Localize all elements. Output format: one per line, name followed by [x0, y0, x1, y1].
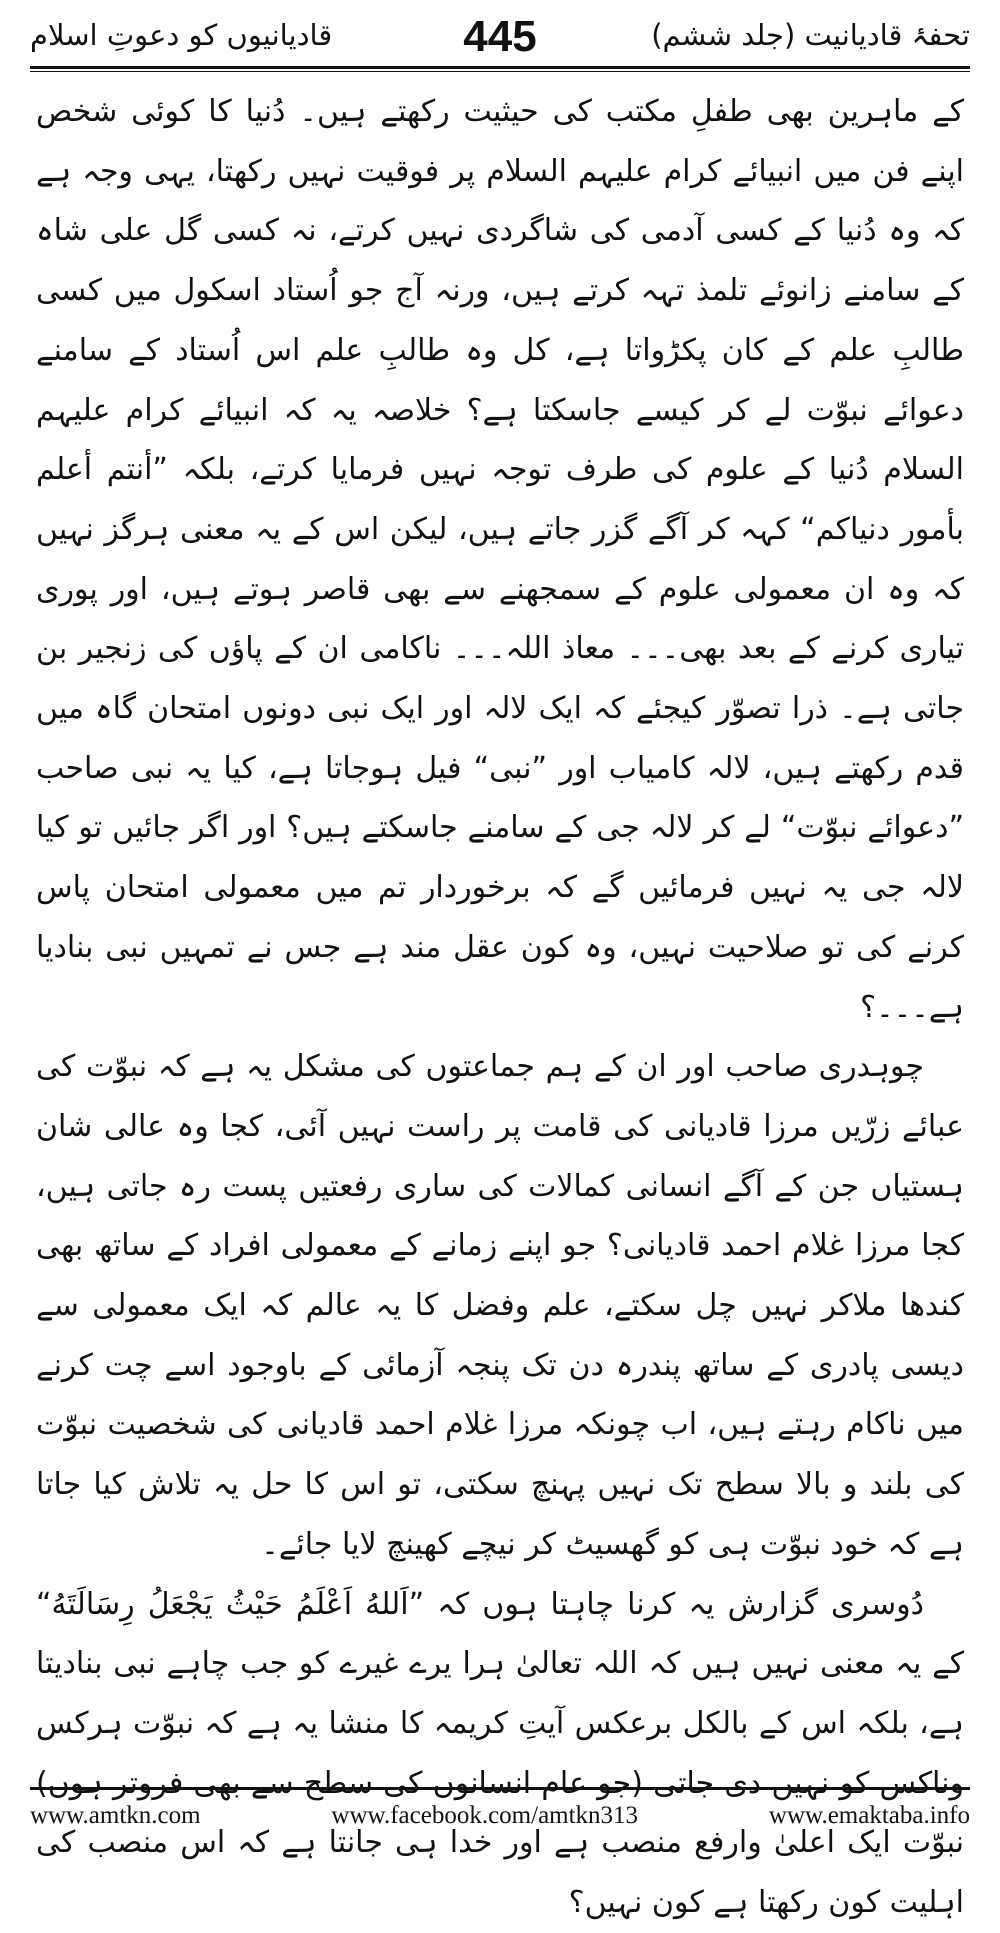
- facebook-link[interactable]: www.facebook.com/amtkn313: [331, 1802, 639, 1829]
- paragraph: کے ماہرین بھی طفلِ مکتب کی حیثیت رکھتے ہیں۔ دُنیا کا کوئی شخص اپنے فن میں انبیائے کرام علیہم السلام پر فوقیت نہیں رکھتا، یہی وجہ ہے کہ وہ دُنیا کے کسی آدمی کی شاگردی نہیں کرتے، نہ کسی گل علی شاہ کے سامنے زانوئے تلمذ تہہ کرتے ہیں، ورنہ آج جو اُستاد اسکول میں کسی طالبِ علم کے کان پکڑواتا ہے، کل وہ طالبِ علم اس اُستاد کے سامنے دعوائے نبوّت لے کر کیسے جاسکتا ہے؟ خلاصہ یہ کہ انبیائے کرام علیہم السلام دُنیا کے علوم کی طرف توجہ نہیں فرمایا کرتے، بلکہ ”أنتم أعلم بأمور دنیاکم“ کہہ کر آگے گزر جاتے ہیں، لیکن اس کے یہ معنی ہرگز نہیں کہ وہ ان معمولی علوم کے سمجھنے سے بھی قاصر ہوتے ہیں، اور پوری تیاری کرنے کے بعد بھی۔۔۔ معاذ اللہ۔۔۔ ناکامی ان کے پاؤں کی زنجیر بن جاتی ہے۔ ذرا تصوّر کیجئے کہ ایک لالہ اور ایک نبی دونوں امتحان گاہ میں قدم رکھتے ہیں، لالہ کامیاب اور ”نبی“ فیل ہوجاتا ہے، کیا یہ نبی صاحب ”دعوائے نبوّت“ لے کر لالہ جی کے سامنے جاسکتے ہیں؟ اور اگر جائیں تو کیا لالہ جی یہ نہیں فرمائیں گے کہ برخوردار تم میں معمولی امتحان پاس کرنے کی تو صلاحیت نہیں، وہ کون عقل مند ہے جس نے تمہیں نبی بنادیا ہے۔۔۔؟: [36, 94, 964, 1025]
- book-title: تحفۂ قادیانیت (جلد ششم): [651, 18, 970, 52]
- website-link-amtkn[interactable]: www.amtkn.com: [30, 1802, 201, 1829]
- website-link-emaktaba[interactable]: www.emaktaba.info: [768, 1802, 970, 1829]
- page-footer: [30, 1796, 970, 1836]
- footer-rule: [30, 1787, 970, 1790]
- paragraph: چوہدری صاحب اور ان کے ہم جماعتوں کی مشکل یہ ہے کہ نبوّت کی عبائے زرّیں مرزا قادیانی کی قامت پر راست نہیں آئی، کجا وہ عالی شان ہستیاں جن کے آگے انسانی کمالات کی ساری رفعتیں پست رہ جاتی ہیں، کجا مرزا غلام احمد قادیانی؟ جو اپنے زمانے کے معمولی افراد کے ساتھ بھی کندھا ملاکر نہیں چل سکتے، علم وفضل کا یہ عالم کہ ایک معمولی سے دیسی پادری کے ساتھ پندرہ دن تک پنجہ آزمائی کے باوجود اسے چت کرنے میں ناکام رہتے ہیں، اب چونکہ مرزا غلام احمد قادیانی کی شخصیت نبوّت کی بلند و بالا سطح تک نہیں پہنچ سکتی، تو اس کا حل یہ تلاش کیا جاتا ہے کہ خود نبوّت ہی کو گھسیٹ کر نیچے کھینچ لایا جائے۔: [36, 1049, 964, 1562]
- page-number: 445: [463, 12, 537, 61]
- page-header: [30, 12, 970, 61]
- header-rule-thin: [30, 71, 970, 72]
- chapter-title: قادیانیوں کو دعوتِ اسلام: [30, 18, 333, 52]
- paragraph: دُوسری گزارش یہ کرنا چاہتا ہوں کہ ”اَللهُ اَعْلَمُ حَيْثُ يَجْعَلُ رِسَالَتَهُ“ کے یہ معنی نہیں ہیں کہ اللہ تعالیٰ ہرا یرے غیرے کو جب چاہے نبی بنادیتا ہے، بلکہ اس کے بالکل برعکس آیتِ کریمہ کا منشا یہ ہے کہ نبوّت ہرکس وناکس کو نہیں دی جاتی (جو عام انسانوں کی سطح سے بھی فروتر ہوں) نبوّت ایک اعلیٰ وارفع منصب ہے اور خدا ہی جانتا ہے کہ اس منصب کی اہلیت کون رکھتا ہے کون نہیں؟: [36, 1586, 964, 1921]
- header-rule: [30, 66, 970, 69]
